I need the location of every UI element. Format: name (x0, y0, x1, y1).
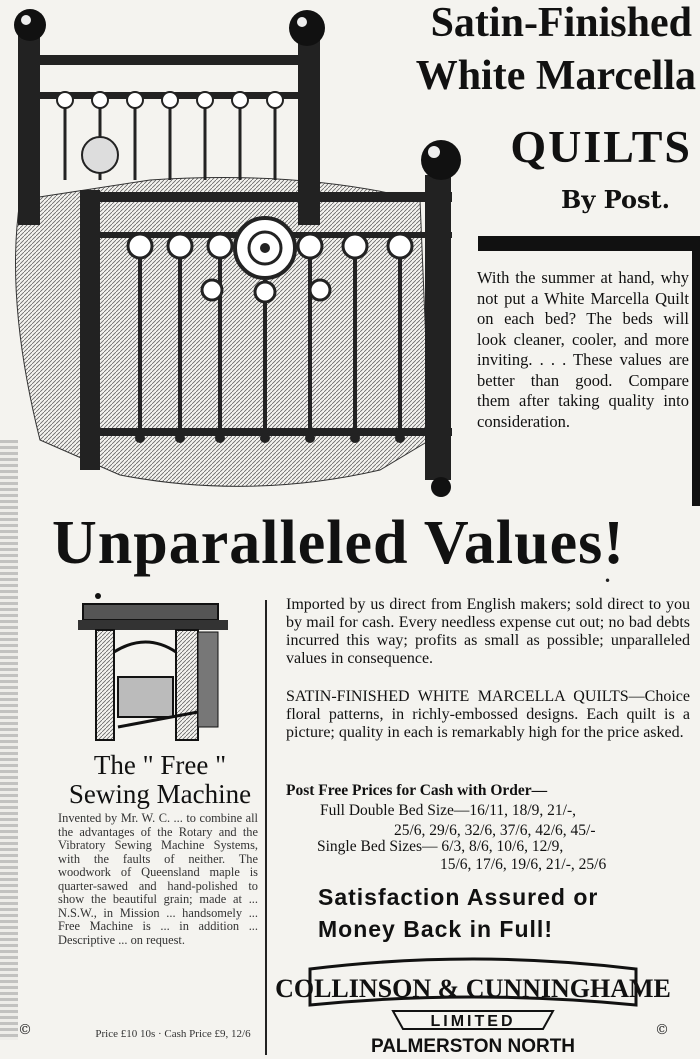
brand-limited: LIMITED (430, 1013, 516, 1030)
headline-by-post: By Post. (561, 185, 670, 214)
sewing-title-line-2: Sewing Machine (68, 779, 252, 809)
intro-paragraph: With the summer at hand, why not put a White Marcella Quilt on each bed? The beds will look cleaner, cooler, and more inviting. . . . These values are better than good. Compare them after taking quality into consideration. (477, 268, 689, 431)
sewing-description: Invented by Mr. W. C. ... to combine all the advantages of the Rotary and the Vibratory Sewing Machine Systems, with the faults of neither. The woodwork of Queensland maple is quarter-sawed and hand-polished to show the beautiful grain; made at ... N.S.W., in Mission ... handsomely ... Free Machine is ... in addition ... Descriptive ... on request. (58, 811, 258, 947)
black-rule-horizontal (478, 236, 700, 251)
page-edge-scan (0, 440, 18, 1040)
sewing-price: Price £10 10s · Cash Price £9, 12/6 (95, 1028, 251, 1040)
satisfaction-line-2: Money Back in Full! (318, 916, 553, 942)
sewing-title-line-1: The " Free " (93, 750, 227, 780)
double-bed-prices-2: 25/6, 29/6, 32/6, 37/6, 42/6, 45/- (394, 822, 596, 839)
column-divider (265, 600, 267, 1055)
single-bed-prices-2: 15/6, 17/6, 19/6, 21/-, 25/6 (440, 856, 607, 873)
single-bed-prices-1: Single Bed Sizes— 6/3, 8/6, 10/6, 12/9, (317, 838, 564, 855)
brand-logo (275, 955, 671, 1030)
registration-mark-icon: © (18, 1022, 32, 1038)
brand-name: COLLINSON & CUNNINGHAME (275, 974, 671, 1003)
black-rule-vertical (692, 236, 700, 506)
brass-bed-illustration (0, 0, 475, 500)
brand-city: PALMERSTON NORTH (370, 1036, 576, 1057)
satisfaction-line-1: Satisfaction Assured or (318, 884, 599, 910)
import-paragraph: Imported by us direct from English makers; sold direct to you by mail for cash. Every needless expense cut out; no bad debts incurred this way; profits as small as possible; unparalleled values in consequence. (286, 596, 690, 667)
headline-quilts: QUILTS (510, 121, 692, 172)
double-bed-prices-1: Full Double Bed Size—16/11, 18/9, 21/-, (320, 802, 577, 819)
registration-mark-icon: © (655, 1022, 669, 1038)
headline-line-1: Satin-Finished (430, 0, 692, 46)
print-speck-icon: • (604, 574, 612, 588)
banner-unparalleled-values: Unparalleled Values! (52, 509, 625, 577)
sewing-machine-illustration (58, 592, 258, 747)
headline-line-2: White Marcella (415, 53, 696, 99)
prices-heading: Post Free Prices for Cash with Order— (286, 782, 548, 799)
quilts-paragraph: SATIN-FINISHED WHITE MARCELLA QUILTS—Choice floral patterns, in richly-embossed designs. Each quilt is a picture; quality in each is remarkably high for the price asked. (286, 688, 690, 741)
